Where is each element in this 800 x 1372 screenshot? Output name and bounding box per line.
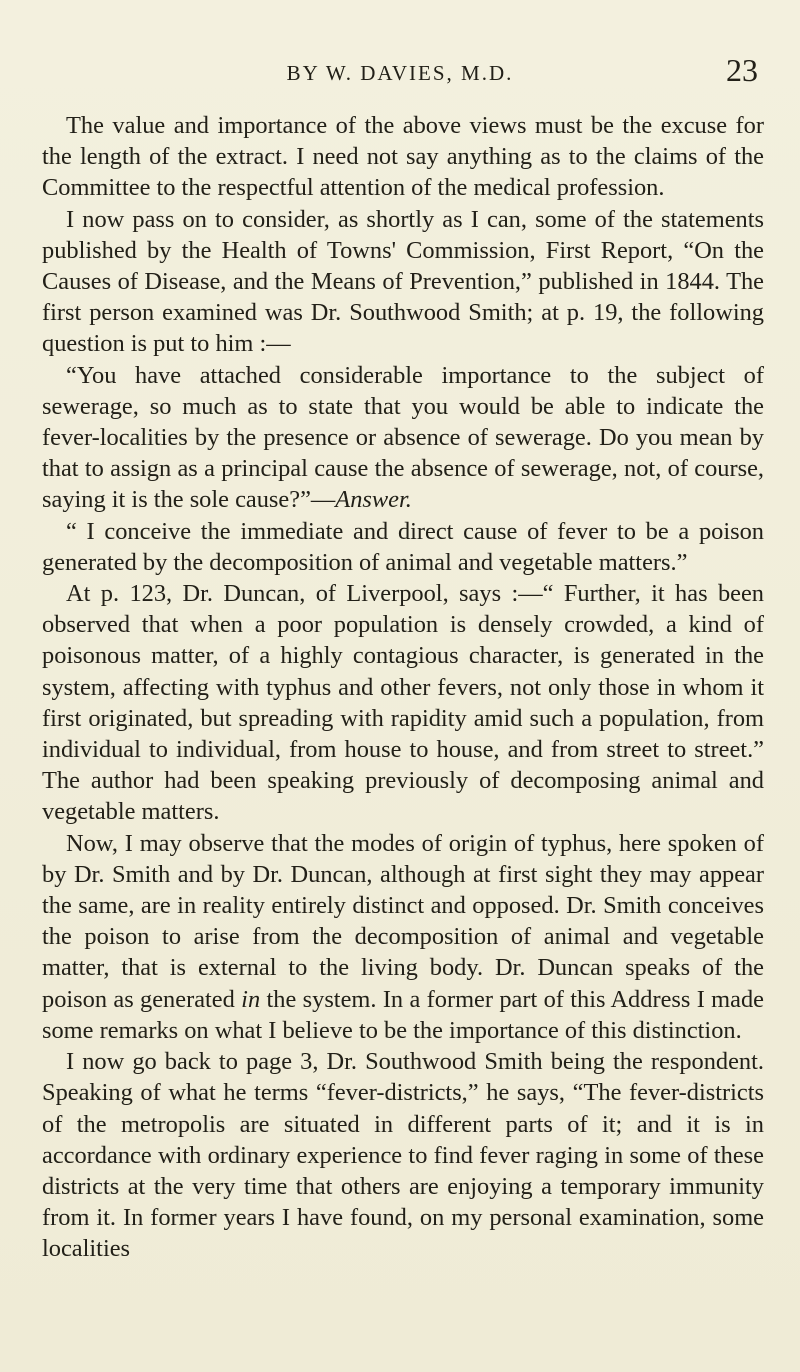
quoted-question-paragraph [42, 360, 764, 516]
paragraph: The value and importance of the above views must be the excuse for the length of the extract. I need not say anything as to the claims of the Committee to the respectful attention of the medical profession. [42, 112, 764, 202]
paragraph [42, 828, 764, 1046]
paragraph-text: Now, I may observe that the modes of origin of typhus, here spoken of by Dr. Smith and by Dr. Duncan, although at first sight they may appear the same, are in reality entirely distinct and opposed. Dr. Smith conceives the poison to arise from the decomposition of animal and vegetable matter, that is external to the living body. Dr. Duncan speaks of the poison as generated [42, 829, 764, 1013]
paragraph: I now pass on to consider, as shortly as I can, some of the statements published by the Health of Towns' Commission, First Report, “On the Causes of Disease, and the Means of Prevention,” published in 1844. The first person examined was Dr. Southwood Smith; at p. 19, the following question is put to him :— [42, 205, 764, 358]
paragraph: At p. 123, Dr. Duncan, of Liverpool, says :—“ Further, it has been observed that when a poor population is densely crowded, a kind of poisonous matter, of a highly contagious character, is generated in the system, affecting with typhus and other fevers, not only those in whom it first originated, but spreading with rapidity amid such a population, from individual to individual, from house to house, and from street to street.” The author had been speaking previously of decomposing animal and vegetable matters. [42, 580, 764, 826]
emphasis-in: in [241, 985, 261, 1013]
body-text [42, 110, 764, 1265]
paragraph: I now go back to page 3, Dr. Southwood Smith being the respondent. Speaking of what he terms “fever-districts,” he says, “The fever-districts of the metropolis are situated in different parts of it; and it is in accordance with ordinary experience to find fever raging in some of these districts at the very time that others are enjoying a temporary immunity from it. In former years I have found, on my personal examination, some localities [42, 1048, 764, 1263]
quoted-question: “You have attached considerable importance to the subject of sewerage, so much as to state that you would be able to indicate the fever-localities by the presence or absence of sewerage. Do you mean by that to assign as a principal cause the absence of sewerage, not, of course, saying it is the sole cause?”— [42, 361, 764, 514]
page-number: 23 [726, 52, 758, 88]
quoted-answer: “ I conceive the immediate and direct cause of fever to be a poison generated by the decomposition of animal and vegetable matters.” [42, 517, 764, 576]
paragraph-text-continued: the system. In a former part of this Address I made some remarks on what I believe to be the importance of this distinction. [42, 985, 764, 1044]
running-head-title: BY W. DAVIES, M.D. [286, 61, 514, 85]
running-head [0, 52, 800, 88]
answer-label: Answer. [335, 486, 412, 514]
